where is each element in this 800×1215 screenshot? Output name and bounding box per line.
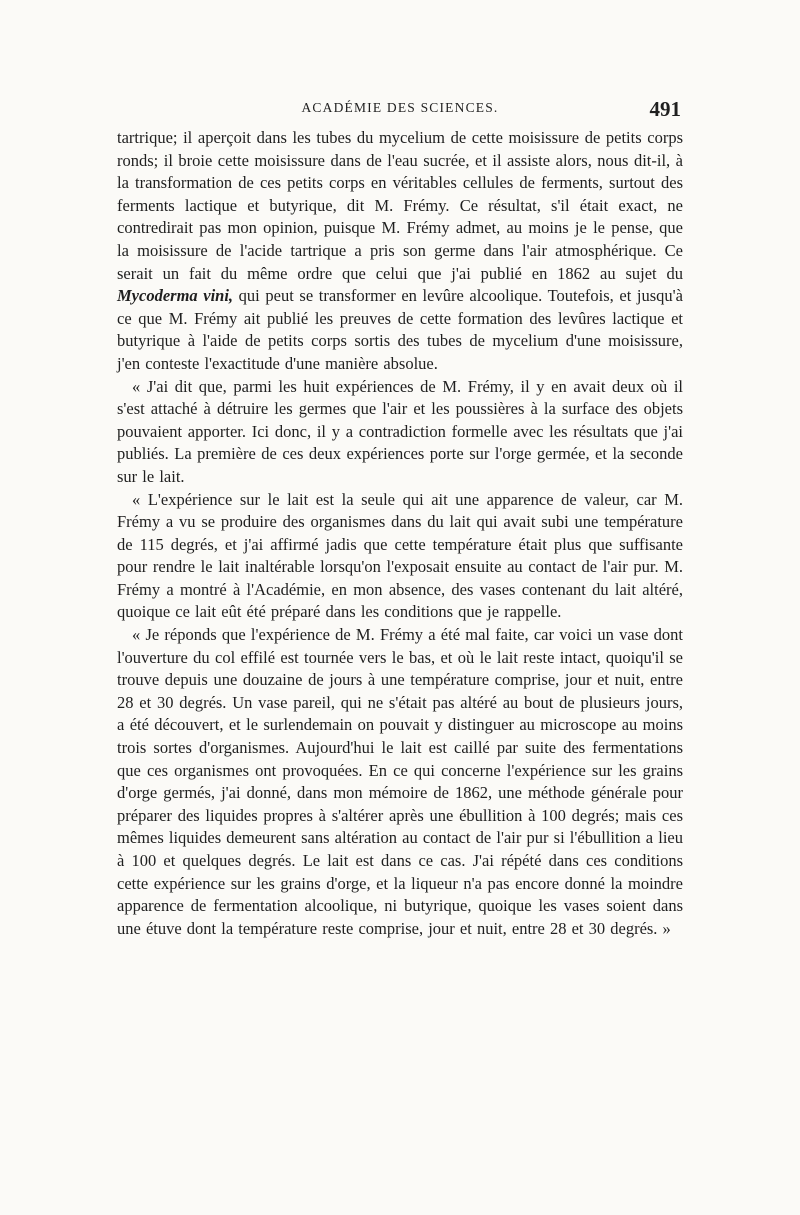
paragraph-1-text-a: tartrique; il aperçoit dans les tubes du mycelium de cette moisissure de petits corps ronds; il broie cette moisissure dans de l'eau sucrée, et il assiste alors, nous dit-il, à la transformation de ces petits corps en véritables cellules de ferments, surtout des ferments lactique et butyrique, dit M. Frémy. Ce résultat, s'il était exact, ne contredirait pas mon opinion, puisque M. Frémy admet, au moins je le pense, que la moisissure de l'acide tartrique a pris son germe dans l'air atmosphérique. Ce serait un fait du même ordre que celui que j'ai publié en 1862 au sujet du — [117, 128, 683, 283]
document-page — [117, 97, 683, 940]
paragraph-1-italic-term: Mycoderma vini, — [117, 286, 234, 306]
paragraph-1 — [117, 127, 683, 376]
body-text — [117, 127, 683, 940]
paragraph-1-text-b: qui peut se transformer en levûre alcoolique. Toutefois, et jusqu'à ce que M. Frémy ait publié les preuves de cette formation des levûres lactique et butyrique à l'aide de petits corps sortis des tubes de mycelium d'une moisissure, j'en conteste l'exactitude d'une manière absolue. — [117, 286, 683, 373]
paragraph-3: « L'expérience sur le lait est la seule qui ait une apparence de valeur, car M. Frémy a vu se produire des organismes dans du lait qui avait subi une température de 115 degrés, et j'ai affirmé jadis que cette température était plus que suffisante pour rendre le lait inaltérable lorsqu'on l'exposait ensuite au contact de l'air pur. M. Frémy a montré à l'Académie, en mon absence, des vases contenant du lait altéré, quoique ce lait eût été préparé dans les conditions que je rappelle. — [117, 489, 683, 622]
running-header — [117, 97, 683, 127]
paragraph-4: « Je réponds que l'expérience de M. Frémy a été mal faite, car voici un vase dont l'ouverture du col effilé est tournée vers le bas, et où le lait reste intact, quoiqu'il se trouve depuis une douzaine de jours à une température comprise, jour et nuit, entre 28 et 30 degrés. Un vase pareil, qui ne s'était pas altéré au bout de plusieurs jours, a été découvert, et le surlendemain on pouvait y distinguer au microscope au moins trois sortes d'organismes. Aujourd'hui le lait est caillé par suite des fermentations que ces organismes ont provoquées. En ce qui concerne l'expérience sur les grains d'orge germés, j'ai donné, dans mon mémoire de 1862, une méthode générale pour préparer des liquides propres à s'altérer après une ébullition à 100 degrés; mais ces mêmes liquides demeurent sans altération au contact de l'air pur si l'ébullition a lieu à 100 et quelques degrés. Le lait est dans ce cas. J'ai répété dans ces conditions cette expérience sur les grains d'orge, et la liqueur n'a pas encore donné la moindre apparence de fermentation alcoolique, ni butyrique, quoique les vases soient dans une étuve dont la température reste comprise, jour et nuit, entre 28 et 30 degrés. » — [117, 625, 683, 938]
page-number: 491 — [649, 97, 681, 121]
paragraph-2: « J'ai dit que, parmi les huit expériences de M. Frémy, il y en avait deux où il s'est attaché à détruire les germes que l'air et les poussières à la surface des objets pouvaient apporter. Ici donc, il y a contradiction formelle avec les résultats que j'ai publiés. La première de ces deux expériences porte sur l'orge germée, et la seconde sur le lait. — [117, 376, 683, 486]
running-title: ACADÉMIE DES SCIENCES. — [301, 100, 499, 115]
